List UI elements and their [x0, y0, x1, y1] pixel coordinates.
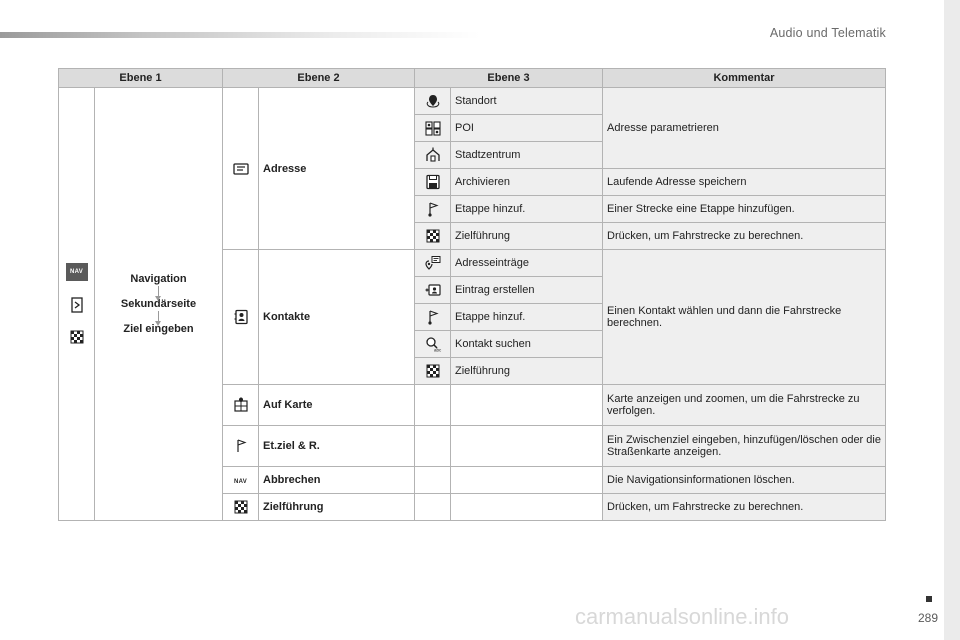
down-arrow-icon — [158, 311, 159, 322]
svg-text:abc: abc — [433, 347, 441, 352]
list-item: Archivieren — [451, 169, 603, 196]
comment-kontakte: Einen Kontakt wählen und dann die Fahrstrecke berechnen. — [603, 250, 886, 385]
create-entry-icon — [424, 282, 442, 298]
list-item: Zielführung — [451, 358, 603, 385]
destination-flag-icon — [68, 329, 86, 345]
search-contact-icon — [424, 336, 442, 352]
save-icon — [424, 174, 442, 190]
table-row — [59, 88, 886, 115]
kontakte-icon-cell — [223, 250, 259, 385]
abbrechen-label: Abbrechen — [259, 467, 415, 494]
comment-etappe: Einer Strecke eine Etappe hinzufügen. — [603, 196, 886, 223]
comment-etziel: Ein Zwischenziel eingeben, hinzufügen/löschen oder die Straßenkarte anzeigen. — [603, 426, 886, 467]
list-item: Zielführung — [451, 223, 603, 250]
column-header-kommentar: Kommentar — [603, 69, 886, 88]
column-header-ebene-3: Ebene 3 — [415, 69, 603, 88]
level1-step-navigation: Navigation — [130, 273, 187, 285]
nav-button-icon: NAV — [66, 263, 88, 281]
list-item: Eintrag erstellen — [451, 277, 603, 304]
list-item: Standort — [451, 88, 603, 115]
page-number: 289 — [917, 611, 938, 625]
page-header-title: Audio und Telematik — [769, 26, 886, 40]
etziel-label: Et.ziel & R. — [259, 426, 415, 467]
comment-zielfuehrung: Drücken, um Fahrstrecke zu berechnen. — [603, 494, 886, 521]
menu-table — [58, 68, 886, 521]
list-item: Etappe hinzuf. — [451, 304, 603, 331]
end-bullet — [926, 596, 932, 602]
city-center-icon — [424, 147, 442, 163]
stopover-flag-icon — [232, 438, 250, 454]
level1-step-sekundarseite: Sekundärseite — [120, 298, 197, 310]
adresse-label: Adresse — [259, 88, 415, 250]
waypoint-flag-icon — [424, 309, 442, 325]
zielfuehrung-label: Zielführung — [259, 494, 415, 521]
guidance-flag-icon — [232, 499, 250, 515]
header-gradient-bar — [0, 32, 480, 38]
map-icon — [232, 397, 250, 413]
comment-zielfuehrung-adresse: Drücken, um Fahrstrecke zu berechnen. — [603, 223, 886, 250]
location-icon — [424, 93, 442, 109]
column-header-ebene-2: Ebene 2 — [223, 69, 415, 88]
list-item: POI — [451, 115, 603, 142]
comment-adresse-parametrieren: Adresse parametrieren — [603, 88, 886, 169]
comment-archivieren: Laufende Adresse speichern — [603, 169, 886, 196]
auf-karte-label: Auf Karte — [259, 385, 415, 426]
nav-text-icon: NAV — [233, 479, 248, 485]
secondary-page-icon — [68, 297, 86, 313]
contacts-icon — [232, 309, 250, 325]
column-header-ebene-1: Ebene 1 — [59, 69, 223, 88]
comment-abbrechen: Die Navigationsinformationen löschen. — [603, 467, 886, 494]
guidance-flag-icon — [424, 363, 442, 379]
waypoint-flag-icon — [424, 201, 442, 217]
down-arrow-icon — [158, 286, 159, 297]
guidance-flag-icon — [424, 228, 442, 244]
watermark: carmanualsonline.info — [575, 604, 790, 629]
adresse-icon-cell — [223, 88, 259, 250]
comment-auf-karte: Karte anzeigen und zoomen, um die Fahrstrecke zu verfolgen. — [603, 385, 886, 426]
address-icon — [232, 161, 250, 177]
level1-step-ziel-eingeben: Ziel eingeben — [123, 323, 194, 335]
table-header-row — [59, 69, 886, 88]
list-item: Kontakt suchen — [451, 331, 603, 358]
level1-icon-cell — [59, 88, 95, 521]
kontakte-label: Kontakte — [259, 250, 415, 385]
level1-text-cell — [95, 88, 223, 521]
right-edge-strip — [944, 0, 960, 640]
list-item: Stadtzentrum — [451, 142, 603, 169]
poi-icon — [424, 120, 442, 136]
list-item: Etappe hinzuf. — [451, 196, 603, 223]
list-item: Adresseinträge — [451, 250, 603, 277]
address-entries-icon — [424, 255, 442, 271]
